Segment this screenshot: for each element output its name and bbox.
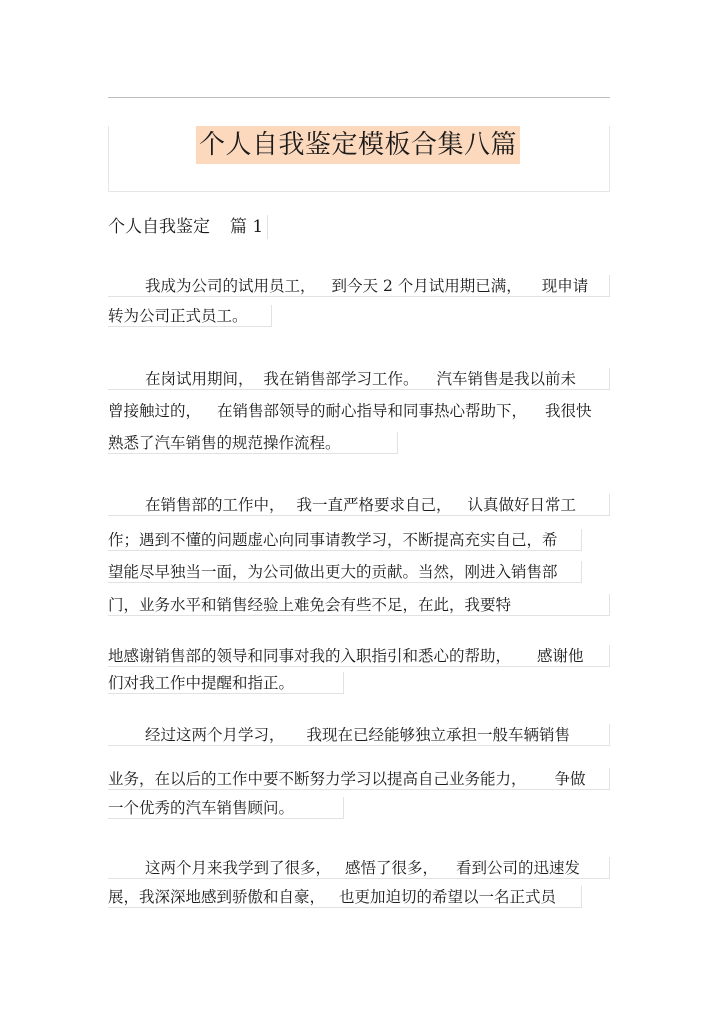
paragraph-line: [108, 672, 344, 694]
text-segment: 认真做好日常工: [467, 496, 577, 514]
text-segment: 一个优秀的汽车销售顾问。: [108, 799, 295, 817]
paragraph-line: [108, 494, 610, 516]
text-segment: 熟悉了汽车销售的规范操作流程。: [108, 434, 341, 452]
paragraph-line: [108, 529, 582, 551]
text-segment: 业务，在以后的工作中要不断努力学习以提高自己业务能力，: [108, 770, 527, 788]
text-segment: 争做: [554, 770, 586, 788]
paragraph-line: [108, 432, 398, 454]
top-divider: [108, 97, 610, 98]
text-segment: 到今天 2 个月试用期已满，: [331, 277, 522, 295]
text-segment: 展，我深深地感到骄傲和自豪，: [108, 888, 326, 906]
paragraph-line: [108, 594, 610, 616]
paragraph-line: [108, 857, 610, 879]
paragraph-line: [108, 645, 610, 667]
text-segment: 在销售部领导的耐心指导和同事热心帮助下，: [217, 402, 528, 420]
document-title: 个人自我鉴定模板合集八篇: [196, 126, 520, 164]
section-heading-text: 个人自我鉴定: [108, 217, 210, 237]
paragraph-line: [108, 400, 610, 422]
text-segment: 望能尽早独当一面，为公司做出更大的贡献。当然，刚进入销售部: [108, 563, 558, 581]
text-segment: 感谢他: [537, 647, 584, 665]
paragraph-line: [108, 797, 344, 819]
text-segment: 现申请: [541, 277, 589, 295]
text-segment: 看到公司的迅速发: [456, 859, 581, 877]
text-segment: 在销售部的工作中，: [145, 496, 285, 514]
section-number: 篇 1: [230, 217, 264, 237]
paragraph-line: [108, 768, 610, 790]
text-segment: 地感谢销售部的领导和同事对我的入职指引和悉心的帮助，: [108, 647, 512, 665]
text-segment: 经过这两个月学习，: [145, 726, 285, 744]
text-segment: 我一直严格要求自己，: [296, 496, 452, 514]
paragraph-line: [108, 275, 610, 297]
paragraph-line: [108, 561, 582, 583]
text-segment: 我在销售部学习工作。: [263, 370, 419, 388]
text-segment: 作；遇到不懂的问题虚心向同事请教学习，不断提高充实自己，希: [108, 531, 558, 549]
text-segment: 在岗试用期间，: [145, 370, 254, 388]
paragraph-line: [108, 886, 582, 908]
text-segment: 我现在已经能够独立承担一般车辆销售: [306, 726, 571, 744]
text-segment: 汽车销售是我以前未: [436, 370, 577, 388]
paragraph-line: [108, 724, 610, 746]
text-segment: 我很快: [545, 402, 592, 420]
text-segment: 这两个月来我学到了很多，: [145, 859, 332, 877]
text-segment: 感悟了很多，: [345, 859, 439, 877]
paragraph-line: [108, 305, 272, 327]
text-segment: 也更加迫切的希望以一名正式员: [339, 888, 557, 906]
section-heading: [108, 215, 268, 239]
text-segment: 门，业务水平和销售经验上难免会有些不足，在此，我要特: [108, 596, 512, 614]
text-segment: 我成为公司的试用员工，: [145, 277, 316, 295]
paragraph-line: [108, 368, 610, 390]
text-segment: 曾接触过的，: [108, 402, 202, 420]
text-segment: 们对我工作中提醒和指正。: [108, 674, 295, 692]
text-segment: 转为公司正式员工。: [108, 307, 248, 325]
